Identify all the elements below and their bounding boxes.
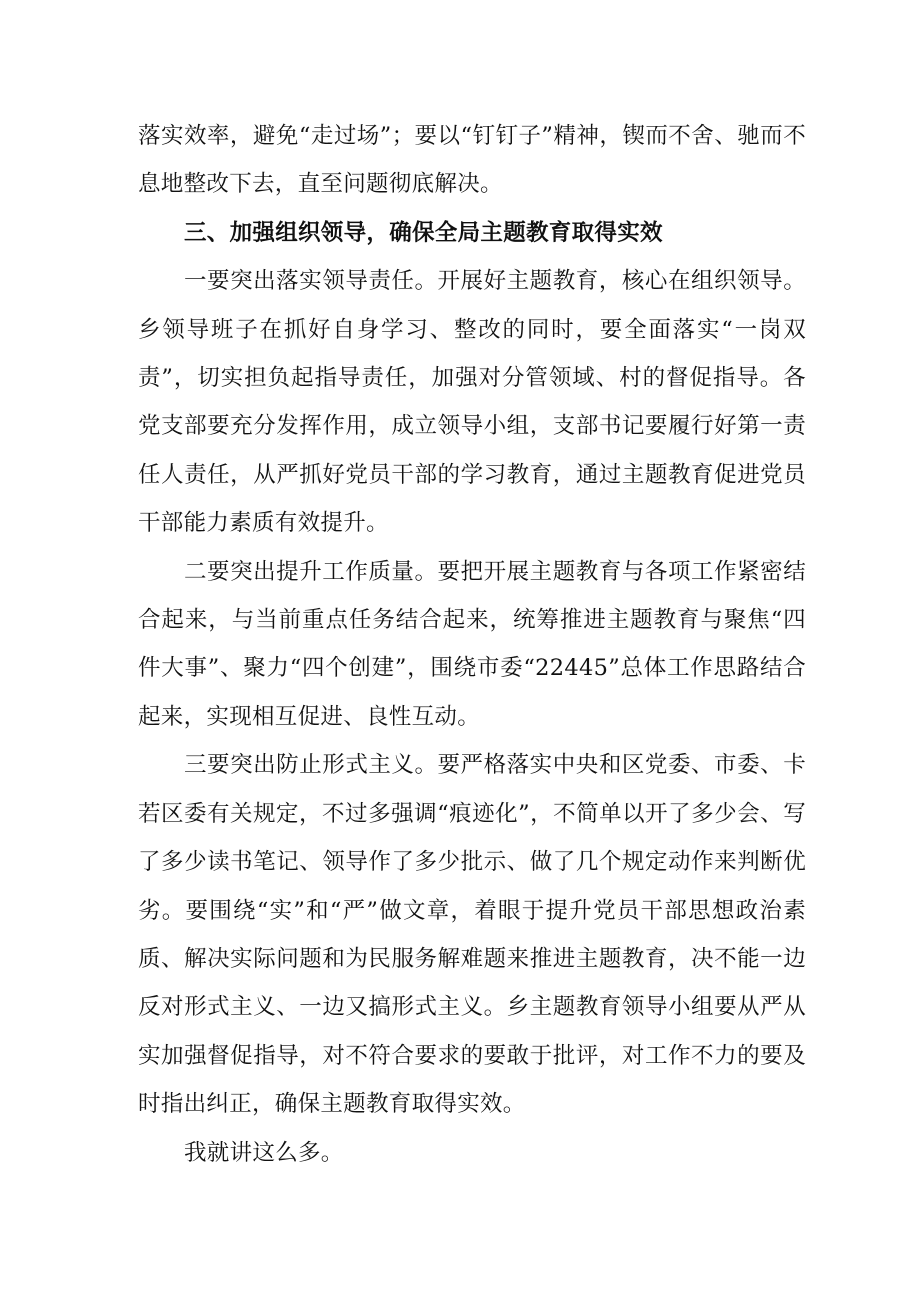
continuation-paragraph: 落实效率，避免“走过场”；要以“钉钉子”精神，锲而不舍、驰而不息地整改下去，直至问题彻底解决。 [138, 123, 806, 198]
document-body [138, 112, 806, 1177]
paragraph-prevent-formalism: 三要突出防止形式主义。要严格落实中央和区党委、市委、卡若区委有关规定，不过多强调“痕迹化”，不简单以开了多少会、写了多少读书笔记、领导作了多少批示、做了几个规定动作来判断优劣。要围绕“实”和“严”做文章，着眼于提升党员干部思想政治素质、解决实际问题和为民服务解难题来推进主题教育，决不能一边反对形式主义、一边又搞形式主义。乡主题教育领导小组要从严从实加强督促指导，对不符合要求的要敢于批评，对工作不力的要及时指出纠正，确保主题教育取得实效。 [138, 752, 806, 1118]
paragraph-leadership-responsibility: 一要突出落实领导责任。开展好主题教育，核心在组织领导。乡领导班子在抓好自身学习、整改的同时，要全面落实“一岗双责”，切实担负起指导责任，加强对分管领域、村的督促指导。各党支部要充分发挥作用，成立领导小组，支部书记要履行好第一责任人责任，从严抓好党员干部的学习教育，通过主题教育促进党员干部能力素质有效提升。 [138, 268, 806, 537]
closing-paragraph: 我就讲这么多。 [184, 1139, 344, 1166]
section-heading: 三、加强组织领导，确保全局主题教育取得实效 [184, 219, 663, 246]
paragraph-work-quality: 二要突出提升工作质量。要把开展主题教育与各项工作紧密结合起来，与当前重点任务结合起来，统筹推进主题教育与聚焦“四件大事”、聚力“四个创建”，围绕市委“22445”总体工作思路结合起来，实现相互促进、良性互动。 [138, 558, 806, 730]
